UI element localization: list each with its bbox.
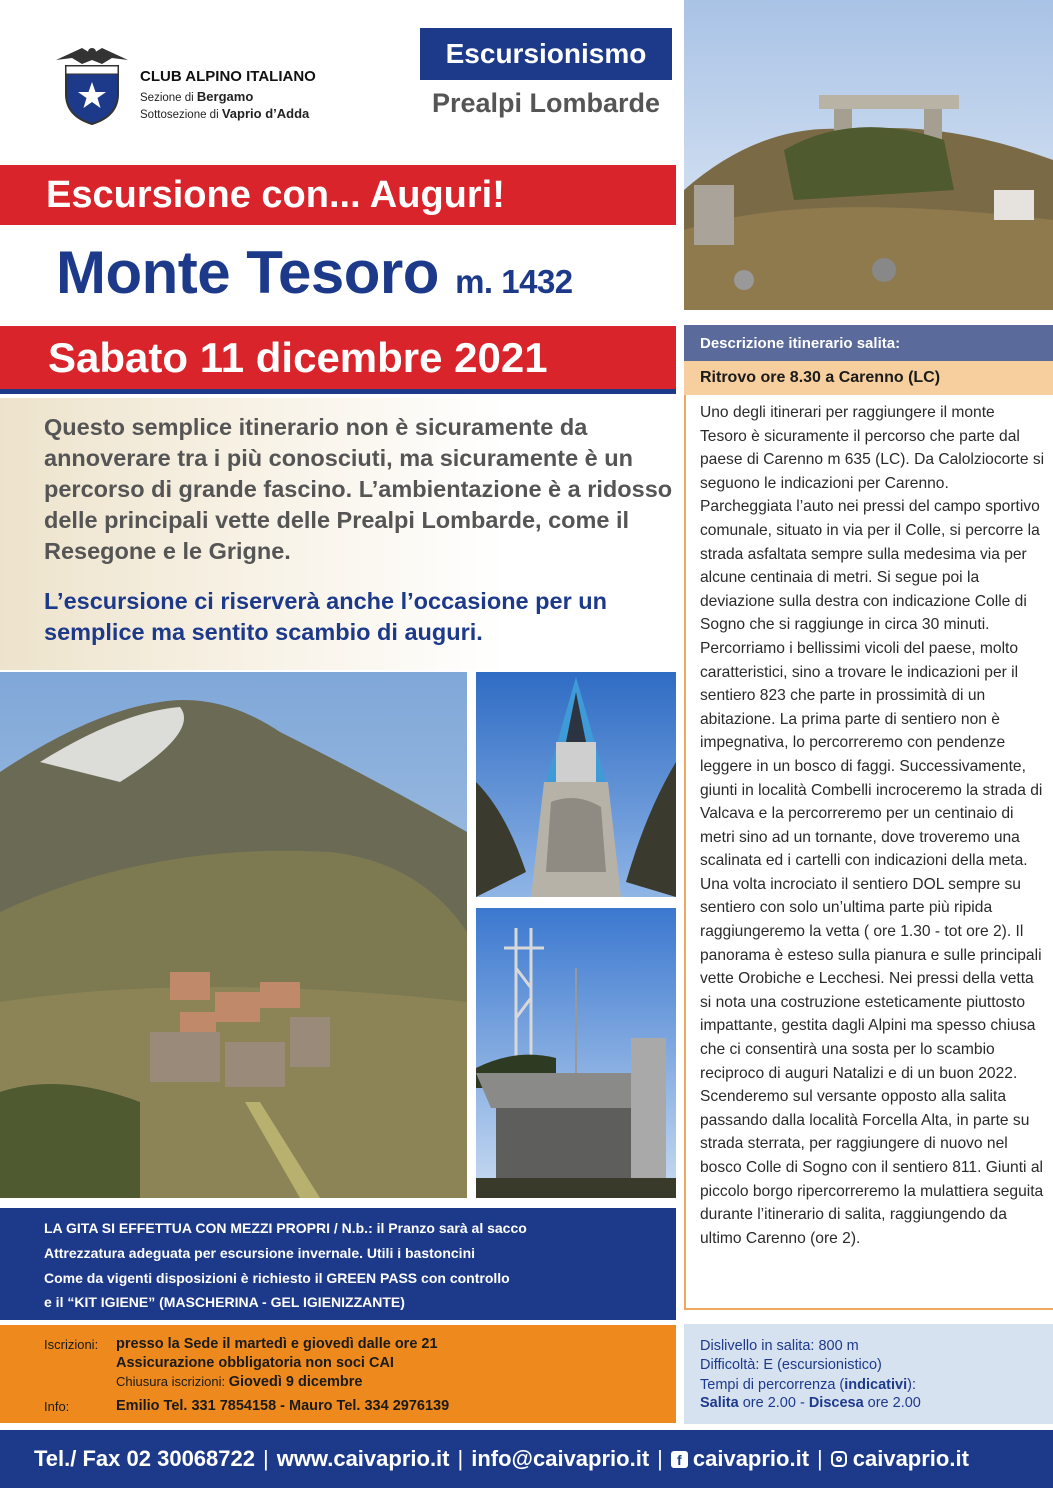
greetings-paragraph: L’escursione ci riserverà anche l’occasione per un semplice ma sentito scambio di auguri. <box>44 588 607 645</box>
notes-line: LA GITA SI EFFETTUA CON MEZZI PROPRI / N.b.: il Pranzo sarà al sacco <box>44 1220 527 1236</box>
footer-contacts: Tel./ Fax 02 30068722 | www.caivaprio.it | info@caivaprio.it | f caivaprio.it | caivaprio.it <box>0 1430 1053 1488</box>
facebook-icon: f <box>671 1451 688 1468</box>
summit-cross-photo <box>476 908 676 1198</box>
section-line: Sezione di Bergamo <box>140 89 254 104</box>
registration-line: presso la Sede il martedì e giovedì dalle ore 21 <box>116 1336 438 1352</box>
instagram-icon <box>831 1451 847 1467</box>
phone-fax: Tel./ Fax 02 30068722 <box>34 1446 255 1471</box>
itinerary-heading: Descrizione itinerario salita: <box>684 325 1053 361</box>
tagline-banner: Escursione con... Auguri! <box>0 165 676 225</box>
closing-line: Chiusura iscrizioni: Giovedì 9 dicembre <box>116 1374 363 1390</box>
website-link[interactable]: www.caivaprio.it <box>276 1446 450 1471</box>
info-label: Info: <box>44 1399 70 1414</box>
notes-line: Come da vigenti disposizioni è richiesto il GREEN PASS con controllo <box>44 1270 510 1286</box>
meeting-point: Ritrovo ore 8.30 a Carenno (LC) <box>684 361 1053 395</box>
club-name: CLUB ALPINO ITALIANO <box>140 68 316 85</box>
intro-paragraph: Questo semplice itinerario non è sicuramente da annoverare tra i più conosciuti, ma sicuramente è un percorso di grande fascino. L’ambientazione è a ridosso delle principali vette delle Prealpi Lombarde, come il Resegone e le Grigne. <box>44 414 673 564</box>
trip-stats <box>684 1324 1053 1424</box>
itinerary-description: Uno degli itinerari per raggiungere il monte Tesoro è sicuramente il percorso che parte dal paese di Carenno m 635 (LC). Da Calolziocorte si seguono le indicazioni per Carenno. Parcheggiata l’auto nei pressi del campo sportivo comunale, situato in via per il Colle, si percorre la strada asfaltata sempre sulla medesima via per alcune centinaia di metri. Si segue poi la deviazione sulla destra con indicazione Colle di Sogno che si raggiunge in circa 30 minuti. Percorriamo i bellissimi vicoli del paese, molto caratteristici, sino a trovare le indicazioni per il sentiero 823 che parte in prossimità di un abitazione. La prima parte di sentiero non è impegnativa, lo percorreremo con pendenze leggere in un bosco di faggi. Successivamente, giunti in località Combelli incroceremo la strada di Valcava e la percorreremo per un centinaio di metri sino ad un tornante, dove troveremo una scalinata ed i cartelli con indicazioni della meta. Una volta incrociato il sentiero DOL sempre su sentiero con solo un’ultima parte più ripida raggiungeremo la vetta ( ore 1.30 - tot ore 2). Il panorama è esteso sulla pianura e sulle principali vette Orobiche e Lecchesi. Nei pressi della vetta si nota una costruzione esteticamente piuttosto impattante, gestita dagli Alpini ma spesso chiusa che ci consentirà una sosta per lo scambio reciproco di auguri Natalizi e di un buon 2022. Scenderemo sul versante opposto alla salita passando dalla località Forcella Alta, in parte su strada sterrata, per raggiungere di nuovo nel bosco Colle di Sogno con il sentiero 811. Giunti al piccolo borgo ripercorreremo la mulattiera seguita durante l’itinerario di salita, raggiungendo da ultimo Carenno (ore 2). <box>700 404 1045 1247</box>
notes-line: e il “KIT IGIENE” (MASCHERINA - GEL IGIENIZZANTE) <box>44 1294 405 1310</box>
eagle-icon <box>56 48 128 64</box>
category-badge: Escursionismo <box>420 28 672 80</box>
email-link[interactable]: info@caivaprio.it <box>471 1446 650 1471</box>
summit-monument-photo <box>684 0 1053 310</box>
cai-logo <box>52 44 132 126</box>
registration-label: Iscrizioni: <box>44 1337 99 1352</box>
elevation-gain: Dislivello in salita: 800 m <box>700 1338 859 1354</box>
subsection-line: Sottosezione di Vaprio d’Adda <box>140 106 310 121</box>
instagram-link[interactable]: caivaprio.it <box>852 1446 969 1471</box>
difficulty: Difficoltà: E (escursionistico) <box>700 1357 882 1373</box>
times-label: Tempi di percorrenza (indicativi): <box>700 1377 916 1393</box>
village-mountain-photo <box>0 672 467 1198</box>
insurance-line: Assicurazione obbligatoria non soci CAI <box>116 1355 394 1371</box>
area-label: Prealpi Lombarde <box>431 88 661 118</box>
trip-notes <box>0 1208 676 1320</box>
notes-line: Attrezzatura adeguata per escursione invernale. Utili i bastoncini <box>44 1245 476 1261</box>
altitude: m. 1432 <box>455 263 573 300</box>
mountain-title: Monte Tesoro m. 1432 <box>56 239 573 306</box>
facebook-link[interactable]: caivaprio.it <box>692 1446 810 1471</box>
itinerary-box <box>684 395 1053 1310</box>
times-values: Salita ore 2.00 - Discesa ore 2.00 <box>700 1395 921 1411</box>
info-contacts: Emilio Tel. 331 7854158 - Mauro Tel. 334 2976139 <box>116 1398 450 1414</box>
obelisk-photo <box>476 672 676 897</box>
date-banner: Sabato 11 dicembre 2021 <box>0 326 676 394</box>
registration-box <box>0 1325 676 1423</box>
